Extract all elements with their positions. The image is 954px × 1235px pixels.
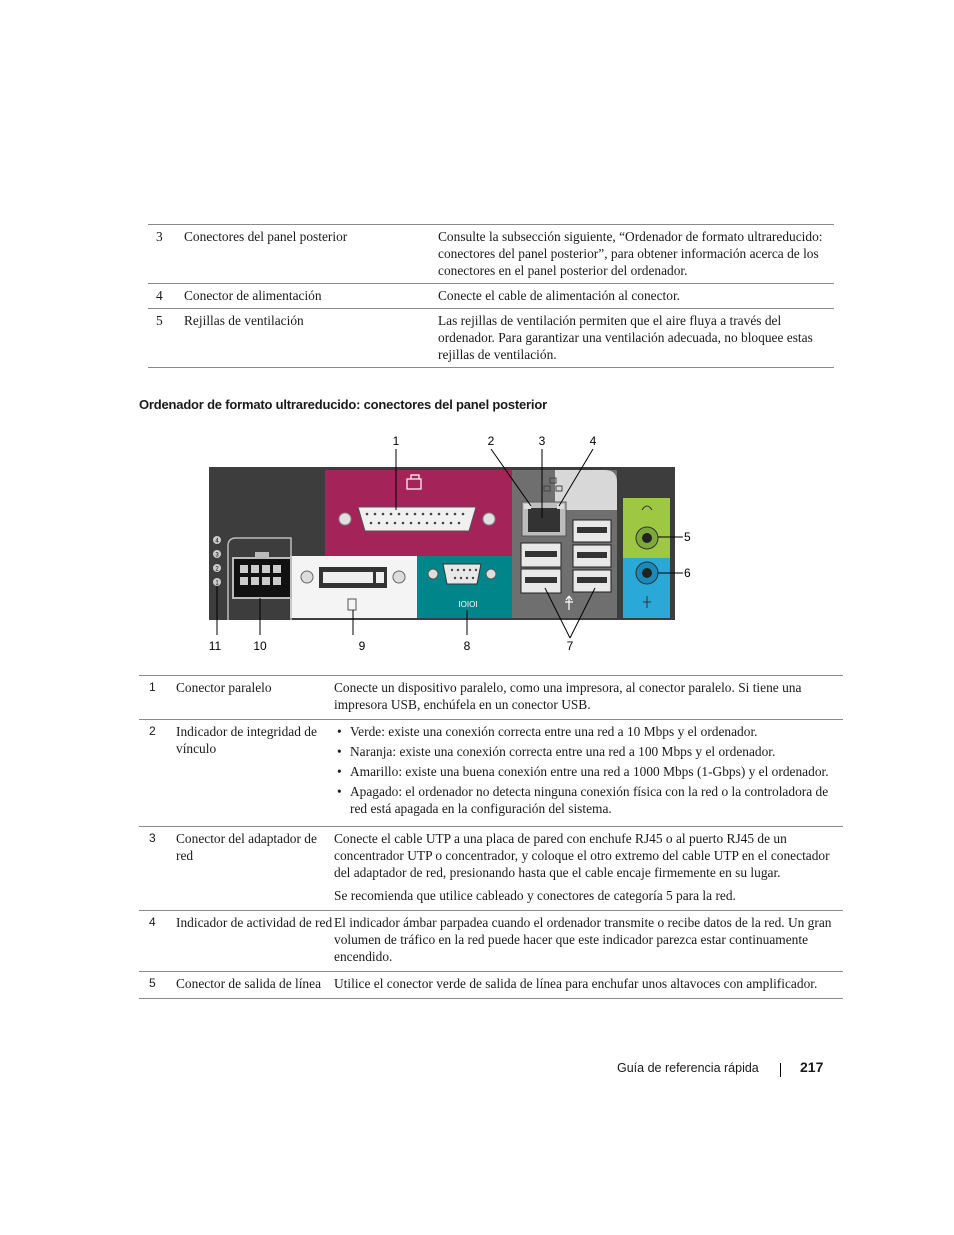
row-name: Conector de alimentación bbox=[184, 288, 322, 303]
callout-label: 2 bbox=[487, 434, 495, 448]
row-name: Conector paralelo bbox=[176, 680, 272, 695]
row-number: 4 bbox=[156, 288, 163, 303]
table-row bbox=[139, 911, 843, 972]
network-connector bbox=[522, 502, 566, 536]
table-row bbox=[148, 284, 834, 309]
led-label: 3 bbox=[215, 552, 219, 559]
table-row bbox=[139, 827, 843, 911]
top-connector-table bbox=[148, 224, 834, 368]
back-panel-diagram bbox=[195, 430, 695, 660]
callout-label: 4 bbox=[589, 434, 597, 448]
audio-line-out-connector bbox=[636, 527, 658, 549]
callout-label: 5 bbox=[684, 530, 691, 544]
serial-label: IOIOI bbox=[458, 600, 478, 609]
link-indicator-list bbox=[334, 723, 843, 817]
audio-line-in-connector bbox=[636, 562, 658, 584]
footer-title: Guía de referencia rápida bbox=[617, 1061, 759, 1075]
description-paragraph: Se recomienda que utilice cableado y conectores de categoría 5 para la red. bbox=[334, 888, 736, 903]
callout-label: 11 bbox=[208, 639, 222, 653]
callout-label: 3 bbox=[538, 434, 546, 448]
row-name: Conector del adaptador de red bbox=[176, 831, 317, 863]
row-description: Conecte un dispositivo paralelo, como una impresora, al conector paralelo. Si tiene una impresora USB, enchúfela en un conector USB. bbox=[334, 680, 802, 712]
footer-separator bbox=[780, 1063, 781, 1077]
list-item: • Apagado: el ordenador no detecta ninguna conexión física con la red o la controladora de red está apagada en la configuración del sistema. bbox=[334, 783, 843, 817]
row-number: 2 bbox=[149, 724, 156, 738]
row-description: Consulte la subsección siguiente, “Ordenador de formato ultrareducido: conectores del panel posterior”, para obtener información acerca de los conectores en el panel posterior del ordenador. bbox=[438, 229, 823, 278]
callout-label: 6 bbox=[684, 566, 691, 580]
led-label: 2 bbox=[215, 566, 219, 573]
callout-label: 7 bbox=[566, 639, 574, 653]
row-number: 1 bbox=[149, 680, 156, 694]
row-description bbox=[334, 720, 843, 827]
row-description: Utilice el conector verde de salida de línea para enchufar unos altavoces con amplificador. bbox=[334, 976, 818, 991]
callout-label: 1 bbox=[392, 434, 400, 448]
row-description: Conecte el cable de alimentación al conector. bbox=[438, 288, 681, 303]
callout-label: 9 bbox=[358, 639, 366, 653]
callout-label: 10 bbox=[253, 639, 267, 653]
list-item: • Amarillo: existe una buena conexión entre una red a 1000 Mbps (1-Gbps) y el ordenador. bbox=[334, 763, 843, 780]
table-row bbox=[139, 720, 843, 827]
row-description bbox=[334, 827, 843, 911]
row-number: 3 bbox=[156, 229, 163, 244]
description-paragraph: Conecte el cable UTP a una placa de pared con enchufe RJ45 o al puerto RJ45 de un concentrador UTP o concentrador, y coloque el otro extremo del cable UTP en el conectador del adaptador de red, presionando hasta que el cable encaje firmemente en su lugar. bbox=[334, 831, 830, 880]
led-label: 4 bbox=[215, 538, 219, 545]
row-name: Conectores del panel posterior bbox=[184, 229, 348, 244]
table-row bbox=[148, 225, 834, 284]
row-name: Conector de salida de línea bbox=[176, 976, 322, 991]
row-description: Las rejillas de ventilación permiten que el aire fluya a través del ordenador. Para garantizar una ventilación adecuada, no bloquee estas rejillas de ventilación. bbox=[438, 313, 813, 362]
list-item: • Verde: existe una conexión correcta entre una red a 10 Mbps y el ordenador. bbox=[334, 723, 843, 740]
row-name: Rejillas de ventilación bbox=[184, 313, 304, 328]
power-connector bbox=[233, 552, 291, 598]
row-number: 5 bbox=[156, 313, 163, 328]
row-name: Indicador de integridad de vínculo bbox=[176, 724, 317, 756]
callout-label: 8 bbox=[463, 639, 471, 653]
table-row bbox=[139, 676, 843, 720]
table-row bbox=[148, 309, 834, 368]
page-number: 217 bbox=[800, 1059, 824, 1075]
row-number: 5 bbox=[149, 976, 156, 990]
row-description: El indicador ámbar parpadea cuando el ordenador transmite o recibe datos de la red. Un gran volumen de tráfico en la red puede hacer que este indicador parezca estar continuamente encendido. bbox=[334, 915, 832, 964]
list-item: • Naranja: existe una conexión correcta entre una red a 100 Mbps y el ordenador. bbox=[334, 743, 843, 760]
table-row bbox=[139, 972, 843, 999]
section-heading: Ordenador de formato ultrareducido: conectores del panel posterior bbox=[139, 397, 547, 412]
row-name: Indicador de actividad de red bbox=[176, 915, 333, 930]
row-number: 3 bbox=[149, 831, 156, 845]
back-panel-connector-table bbox=[139, 675, 843, 999]
led-label: 1 bbox=[215, 580, 219, 587]
row-number: 4 bbox=[149, 915, 156, 929]
